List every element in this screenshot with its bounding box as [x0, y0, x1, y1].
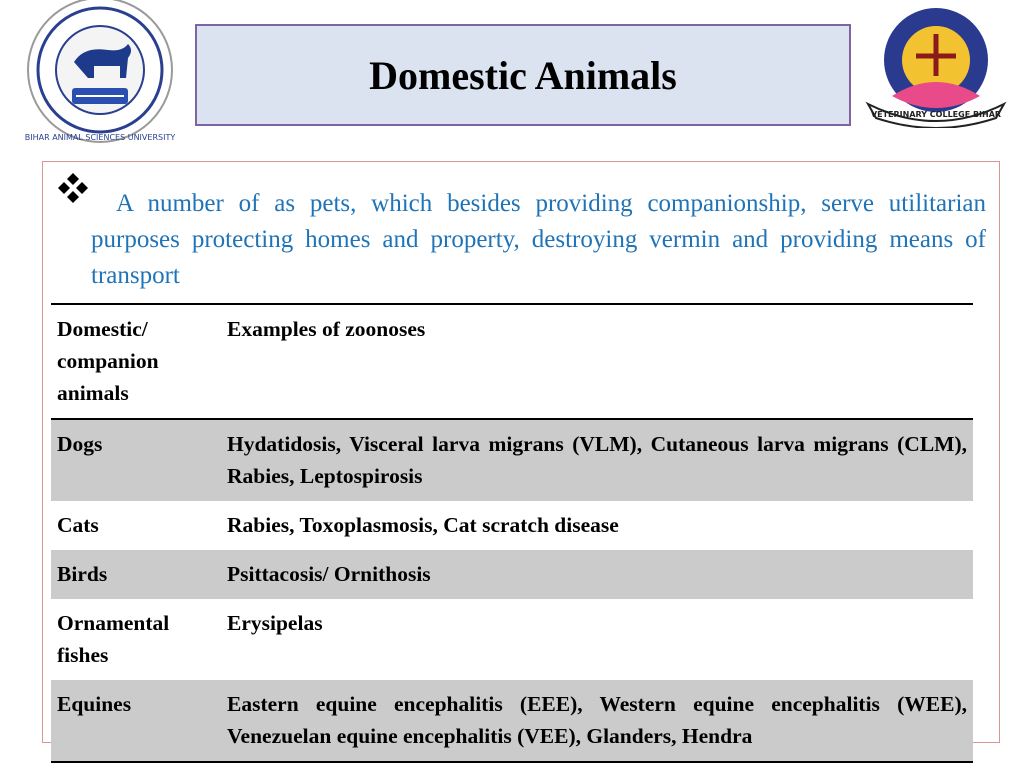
- university-logo: [2, 0, 198, 150]
- zoonoses-cell: Erysipelas: [227, 611, 323, 635]
- table-header-row: [51, 304, 973, 419]
- table-row: [51, 680, 973, 762]
- animal-cell: Equines: [57, 692, 132, 716]
- header-zoonoses: Examples of zoonoses: [227, 317, 426, 341]
- table-row: [51, 550, 973, 599]
- table-row: [51, 599, 973, 680]
- zoonoses-cell: Rabies, Toxoplasmosis, Cat scratch disease: [227, 513, 619, 537]
- animal-cell: Birds: [57, 562, 108, 586]
- bullet-paragraph: A number of as pets, which besides providing companionship, serve utilitarian purposes protecting homes and property, destroying vermin and providing means of transport: [91, 190, 986, 289]
- animal-cell: Dogs: [57, 432, 103, 456]
- diamond-bullet-icon: [56, 171, 90, 205]
- university-logo-text: BIHAR ANIMAL SCIENCES UNIVERSITY: [24, 133, 176, 142]
- animal-cell: Ornamental fishes: [57, 611, 170, 667]
- table-row: [51, 501, 973, 550]
- zoonoses-cell: Hydatidosis, Visceral larva migrans (VLM), Cutaneous larva migrans (CLM), Rabies, Leptospirosis: [227, 432, 967, 488]
- slide-title: Domestic Animals: [369, 52, 677, 98]
- table-row: [51, 419, 973, 501]
- zoonoses-cell: Eastern equine encephalitis (EEE), Western equine encephalitis (WEE), Venezuelan equine encephalitis (VEE), Glanders, Hendra: [227, 692, 967, 748]
- college-logo: [852, 0, 1024, 128]
- zoonoses-cell: Psittacosis/ Ornithosis: [227, 562, 431, 586]
- title-banner: [195, 24, 851, 126]
- header-animals: Domestic/ companion animals: [57, 317, 159, 405]
- animal-cell: Cats: [57, 513, 99, 537]
- college-logo-text: VETERINARY COLLEGE BIHAR: [870, 110, 1002, 119]
- zoonoses-table: [51, 303, 973, 763]
